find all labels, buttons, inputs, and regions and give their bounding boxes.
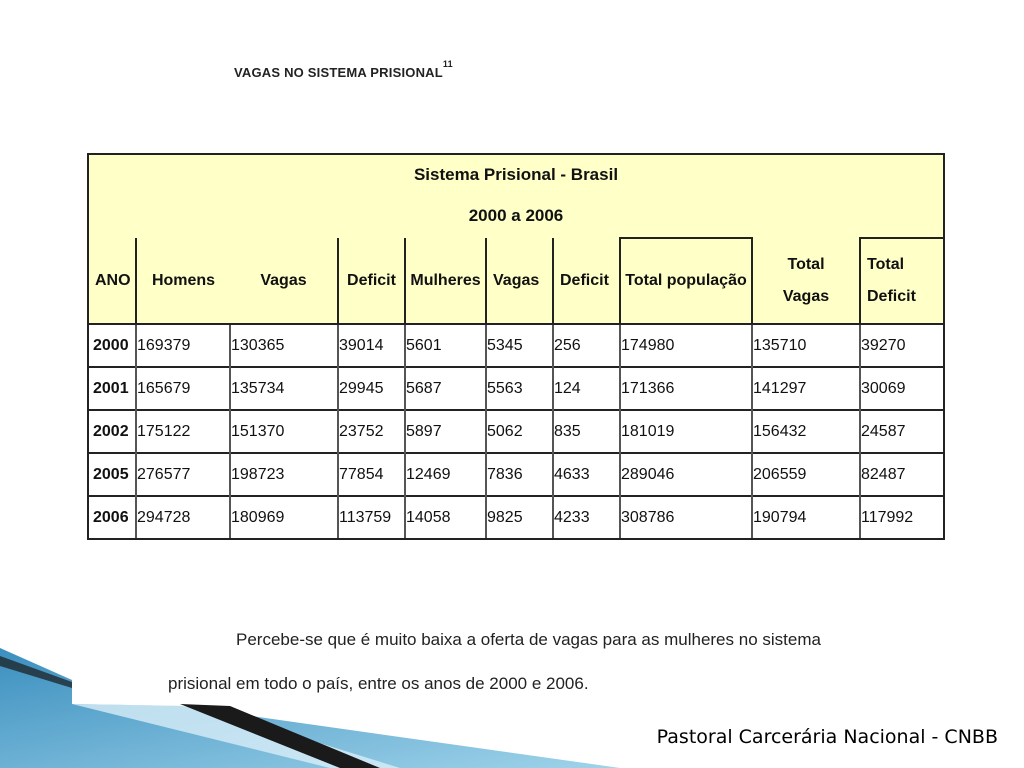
cell-deficit-homens: 77854 [338,453,405,496]
cell-mulheres: 5897 [405,410,486,453]
cell-deficit-homens: 39014 [338,324,405,367]
cell-total-vagas: 135710 [752,324,860,367]
header-mulheres: Mulheres [405,238,486,324]
cell-deficit-mulheres: 835 [553,410,620,453]
header-total-deficit-line2: Deficit [867,288,916,305]
header-homens: Homens [136,238,230,324]
header-deficit-homens: Deficit [338,238,405,324]
cell-homens: 175122 [136,410,230,453]
cell-vagas-mulheres: 5345 [486,324,553,367]
cell-vagas-homens: 130365 [230,324,338,367]
cell-year: 2006 [88,496,136,539]
prison-system-table [87,153,945,540]
cell-homens: 276577 [136,453,230,496]
header-total-populacao: Total população [620,238,752,324]
header-vagas-homens: Vagas [260,271,307,289]
cell-year: 2005 [88,453,136,496]
table-row [88,496,944,539]
cell-deficit-mulheres: 256 [553,324,620,367]
table-row [88,410,944,453]
cell-deficit-mulheres: 4633 [553,453,620,496]
cell-vagas-homens: 198723 [230,453,338,496]
cell-total-deficit: 39270 [860,324,944,367]
cell-year: 2002 [88,410,136,453]
header-total-deficit [860,238,944,324]
cell-vagas-homens: 180969 [230,496,338,539]
cell-vagas-mulheres: 5062 [486,410,553,453]
cell-deficit-mulheres: 4233 [553,496,620,539]
cell-total-populacao: 174980 [620,324,752,367]
cell-mulheres: 14058 [405,496,486,539]
table-caption-period: 2000 a 2006 [468,206,564,225]
header-total-vagas-line2: Vagas [782,287,830,305]
cell-deficit-mulheres: 124 [553,367,620,410]
cell-total-vagas: 206559 [752,453,860,496]
cell-vagas-mulheres: 9825 [486,496,553,539]
cell-total-populacao: 308786 [620,496,752,539]
table-row [88,453,944,496]
cell-total-vagas: 141297 [752,367,860,410]
table-row [88,367,944,410]
table-caption-row [88,195,944,238]
note-line-2: prisional em todo o país, entre os anos de 2000 e 2006. [168,674,589,693]
corner-swoosh-decoration [0,648,620,768]
cell-total-deficit: 24587 [860,410,944,453]
cell-deficit-homens: 23752 [338,410,405,453]
cell-vagas-mulheres: 5563 [486,367,553,410]
cell-deficit-homens: 113759 [338,496,405,539]
cell-total-deficit: 30069 [860,367,944,410]
cell-total-deficit: 117992 [860,496,944,539]
cell-mulheres: 12469 [405,453,486,496]
table-header-row [88,238,944,324]
header-total-vagas [752,238,860,324]
cell-year: 2000 [88,324,136,367]
header-total-vagas-line1: Total [787,255,825,273]
slide-title [234,59,453,82]
header-deficit-mulheres: Deficit [553,238,620,324]
table-body [88,324,944,539]
cell-year: 2001 [88,367,136,410]
cell-homens: 294728 [136,496,230,539]
header-total-deficit-line1: Total [867,256,905,273]
cell-total-populacao: 289046 [620,453,752,496]
table-row [88,324,944,367]
cell-vagas-mulheres: 7836 [486,453,553,496]
cell-homens: 165679 [136,367,230,410]
title-footnote-ref: 11 [442,59,453,69]
cell-mulheres: 5601 [405,324,486,367]
slide-title-text: VAGAS NO SISTEMA PRISIONAL [234,65,443,80]
header-vagas-mulheres: Vagas [486,238,553,324]
header-ano: ANO [95,271,131,289]
cell-vagas-homens: 135734 [230,367,338,410]
table-caption-row [88,154,944,195]
cell-deficit-homens: 29945 [338,367,405,410]
cell-homens: 169379 [136,324,230,367]
table-caption-title: Sistema Prisional - Brasil [413,165,619,184]
cell-total-deficit: 82487 [860,453,944,496]
cell-total-vagas: 190794 [752,496,860,539]
note-line-1: Percebe-se que é muito baixa a oferta de vagas para as mulheres no sistema [236,630,821,649]
cell-total-vagas: 156432 [752,410,860,453]
cell-vagas-homens: 151370 [230,410,338,453]
cell-total-populacao: 171366 [620,367,752,410]
footer-organization: Pastoral Carcerária Nacional - CNBB [656,726,998,748]
cell-mulheres: 5687 [405,367,486,410]
cell-total-populacao: 181019 [620,410,752,453]
